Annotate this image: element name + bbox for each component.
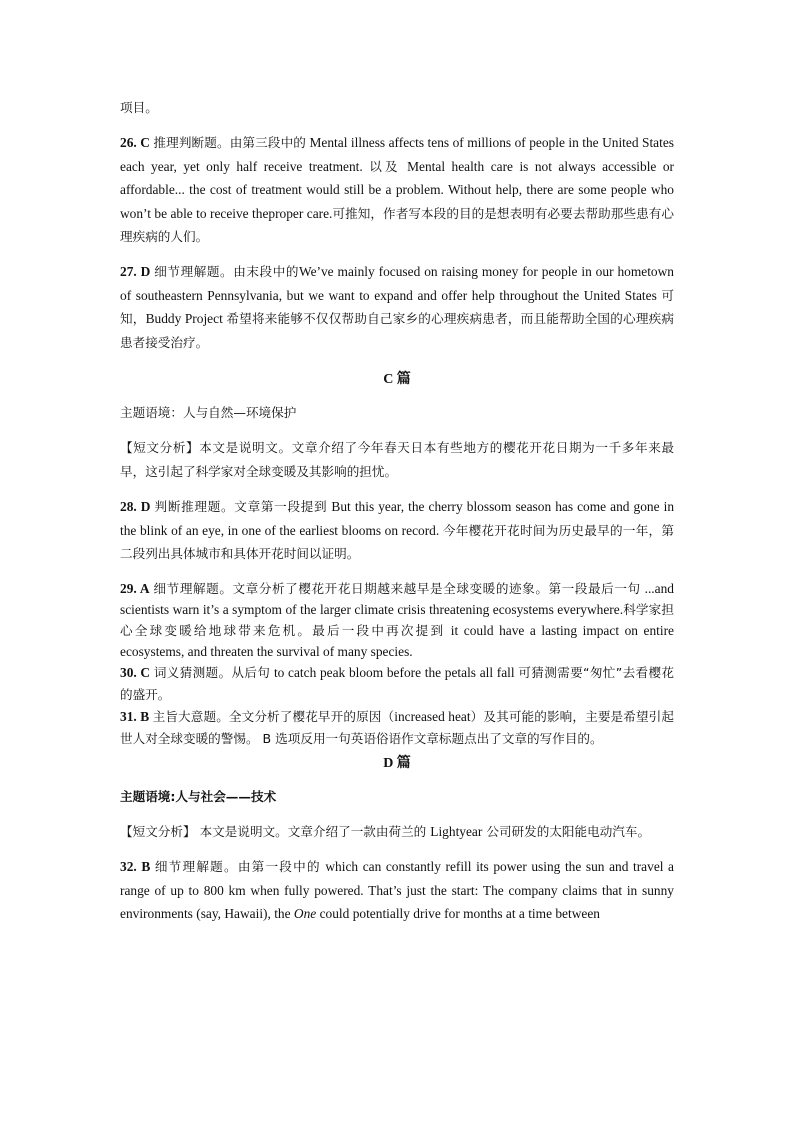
section-heading-c: C 篇 bbox=[383, 372, 411, 388]
answer-number: 28. D bbox=[120, 499, 151, 515]
answer-quote: it could have a lasting impact on entire ecosystems, and threaten the survival of many species. bbox=[120, 622, 674, 659]
answer-31 bbox=[120, 706, 674, 750]
page-content bbox=[120, 96, 674, 926]
answer-30 bbox=[120, 662, 674, 706]
answer-number: 26. C bbox=[120, 135, 150, 151]
answer-quote: Mental health care is not always accessible or affordable... the cost of treatment would still be a problem. Without help, there are some people who won’t be able to receive theproper care. bbox=[120, 158, 674, 221]
section-analysis bbox=[120, 820, 674, 843]
section-theme: 主题语境:人与社会——技术 bbox=[120, 788, 277, 804]
answer-quote: We’ve mainly focused on raising money for people in our hometown of southeastern Pennsylvania, but we want to expand and offer help throughout the United States bbox=[120, 264, 674, 303]
answer-number: 29. A bbox=[120, 580, 150, 596]
answer-text-cn: ）及其可能的影响，主要是希望引起世人对全球变暖的警惕。 B 选项反用一句英语俗语作文章标题点出了文章的写作目的。 bbox=[120, 708, 674, 746]
answer-27 bbox=[120, 260, 674, 354]
answer-28 bbox=[120, 495, 674, 565]
answer-number: 30. C bbox=[120, 664, 151, 680]
answer-quote: increased heat bbox=[394, 708, 471, 724]
answer-text-cn: 细节理解题。文章分析了樱花开花日期越来越早是全球变暖的迹象。第一段最后一句 bbox=[153, 580, 641, 596]
answer-26 bbox=[120, 131, 674, 248]
answer-text-cn: 今年樱花开花时间为历史最早的一年，第二段列出具体城市和具体开花时间以证明。 bbox=[120, 522, 675, 562]
answer-quote: could potentially drive for months at a time between bbox=[319, 906, 600, 922]
lead-fragment: 项目。 bbox=[120, 100, 158, 115]
answer-text-cn: 判断推理题。文章第一段提到 bbox=[154, 499, 328, 515]
answer-quote: Buddy Project bbox=[145, 311, 223, 327]
answer-quote: ...and scientists warn it’s a symptom of the larger climate crisis threatening ecosystems everywhere. bbox=[120, 580, 674, 617]
answer-text-cn: 可猜测需要“匆忙”去看樱花的盛开。 bbox=[120, 664, 674, 702]
answer-text-cn: 希望将来能够不仅仅帮助自己家乡的心理疾病患者，而且能帮助全国的心理疾病患者接受治疗。 bbox=[120, 311, 675, 350]
answer-32 bbox=[120, 855, 674, 925]
answer-text-cn: 词义猜测题。从后句 bbox=[153, 664, 271, 680]
answer-number: 27. D bbox=[120, 264, 151, 280]
answer-quote: Mental illness affects tens of millions of people in the United States each year, yet only half receive treatment. bbox=[120, 135, 675, 174]
company-name: Lightyear bbox=[430, 823, 483, 839]
car-name: One bbox=[293, 906, 317, 922]
section-analysis: 【短文分析】本文是说明文。文章介绍了今年春天日本有些地方的樱花开花日期为一千多年来最早，这引起了科学家对全球变暖及其影响的担忧。 bbox=[120, 440, 674, 479]
section-theme: 主题语境：人与自然—环境保护 bbox=[120, 405, 297, 421]
answer-quote: But this year, the cherry blossom season has come and gone in the blink of an eye, in one of the earliest blooms on record. bbox=[120, 499, 675, 538]
answer-number: 32. B bbox=[120, 859, 151, 875]
answer-29 bbox=[120, 578, 674, 662]
answer-text-cn: 推理判断题。由第三段中的 bbox=[153, 135, 307, 151]
answer-text-cn: 细节理解题。由末段中的 bbox=[154, 264, 300, 280]
analysis-text: 【短文分析】 本文是说明文。文章介绍了一款由荷兰的 bbox=[120, 823, 427, 839]
answer-text-cn: 可知， bbox=[120, 287, 674, 327]
answer-text-cn: 以及 bbox=[369, 158, 401, 174]
answer-text-cn: 细节理解题。由第一段中的 bbox=[154, 859, 321, 875]
answer-text-cn: 可推知，作者写本段的目的是想表明有必要去帮助那些患有心理疾病的人们。 bbox=[120, 205, 674, 245]
section-heading-d: D 篇 bbox=[383, 755, 411, 771]
answer-text-cn: 科学家担心全球变暖给地球带来危机。最后一段中再次提到 bbox=[120, 601, 674, 638]
answer-quote: which can constantly refill its power using the sun and travel a range of up to 800 km when fully powered. That’s just the start: The company claims that in sunny environments (say, Hawaii), the bbox=[120, 859, 675, 922]
answer-text-cn: 主旨大意题。全文分析了樱花早开的原因（ bbox=[152, 708, 395, 724]
answer-quote: to catch peak bloom before the petals all fall bbox=[273, 664, 515, 680]
analysis-text: 公司研发的太阳能电动汽车。 bbox=[486, 823, 651, 839]
answer-number: 31. B bbox=[120, 708, 150, 724]
